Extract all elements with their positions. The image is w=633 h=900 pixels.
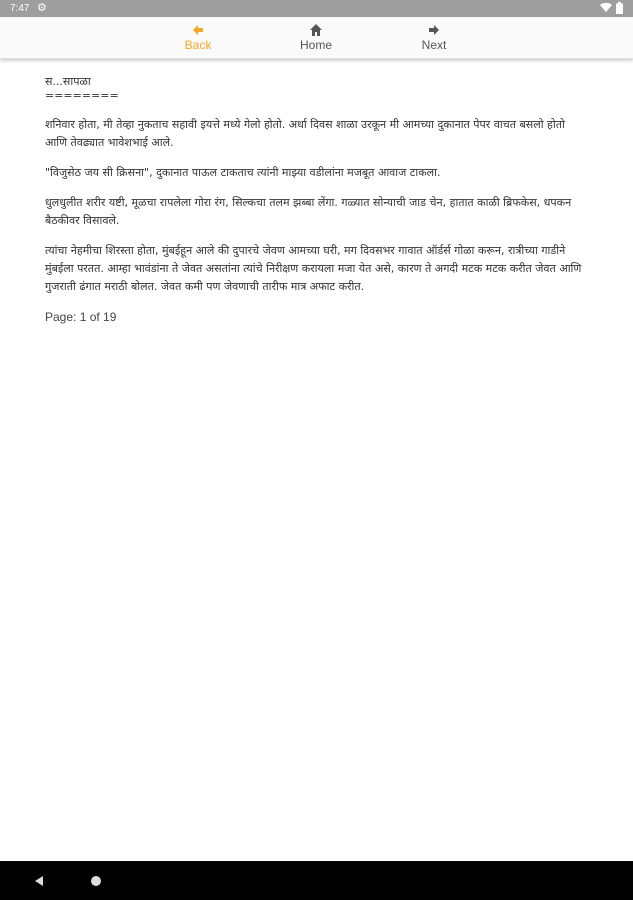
arrow-right-icon — [427, 23, 441, 37]
home-icon — [309, 23, 323, 37]
back-label: Back — [184, 38, 212, 52]
page-indicator: Page: 1 of 19 — [45, 310, 117, 324]
next-label: Next — [421, 38, 447, 52]
status-time: 7:47 — [10, 3, 30, 14]
wifi-icon — [600, 3, 612, 13]
story-paragraph: त्यांचा नेहमीचा शिरस्ता होता, मुंबईहून आले की दुपारचे जेवण आमच्या घरी, मग दिवसभर गावात ऑर्डर्स गोळा करून, रात्रीच्या गाडीने मुंबईला परतत. आम्हा भावंडांना ते जेवत असतांना त्यांचे निरीक्षण करायला मजा येत असे, कारण ते अगदी मटक मटक करीत जेवत आणि गुजराती ढंगात मराठी बोलत. जेवत कमी पण जेवणाची तारीफ मात्र अफाट करीत. — [45, 244, 582, 293]
battery-icon — [616, 2, 623, 14]
next-button[interactable] — [399, 21, 469, 55]
story-paragraph: धुलधुलीत शरीर यष्टी, मूळचा रापलेला गोरा रंग, सिल्कचा तलम झब्बा लेंगा. गळ्यात सोन्याची जाड चेन, हातात काळी ब्रिफकेस, धपकन बैठकीवर विसावले. — [45, 196, 572, 227]
arrow-left-icon — [191, 23, 205, 37]
story-paragraph: "विजुसेठ जय सी क्रिसना", दुकानात पाऊल टाकताच त्यांनी माझ्या वडीलांना मजबूत आवाज टाकला. — [45, 166, 441, 179]
title-underline: ======== — [45, 89, 119, 102]
home-label: Home — [299, 38, 332, 52]
story-paragraph: शनिवार होता, मी तेव्हा नुकताच सहावी इयत्ते मध्ये गेलो होतो. अर्धा दिवस शाळा उरकून मी आमच्या दुकानात पेपर वाचत बसलो होतो आणि तेवढ्यात भावेशभाई आले. — [45, 118, 565, 149]
circle-home-icon[interactable] — [91, 876, 101, 886]
back-button[interactable] — [163, 21, 233, 55]
story-content — [45, 74, 590, 326]
system-nav-bar — [0, 861, 633, 900]
story-title: स...सापळा — [45, 75, 91, 88]
status-icons — [600, 2, 623, 14]
status-bar — [0, 0, 633, 17]
triangle-back-icon[interactable] — [33, 875, 45, 887]
gear-icon: ⚙ — [37, 2, 47, 14]
top-toolbar — [0, 17, 633, 59]
home-button[interactable] — [281, 21, 351, 55]
